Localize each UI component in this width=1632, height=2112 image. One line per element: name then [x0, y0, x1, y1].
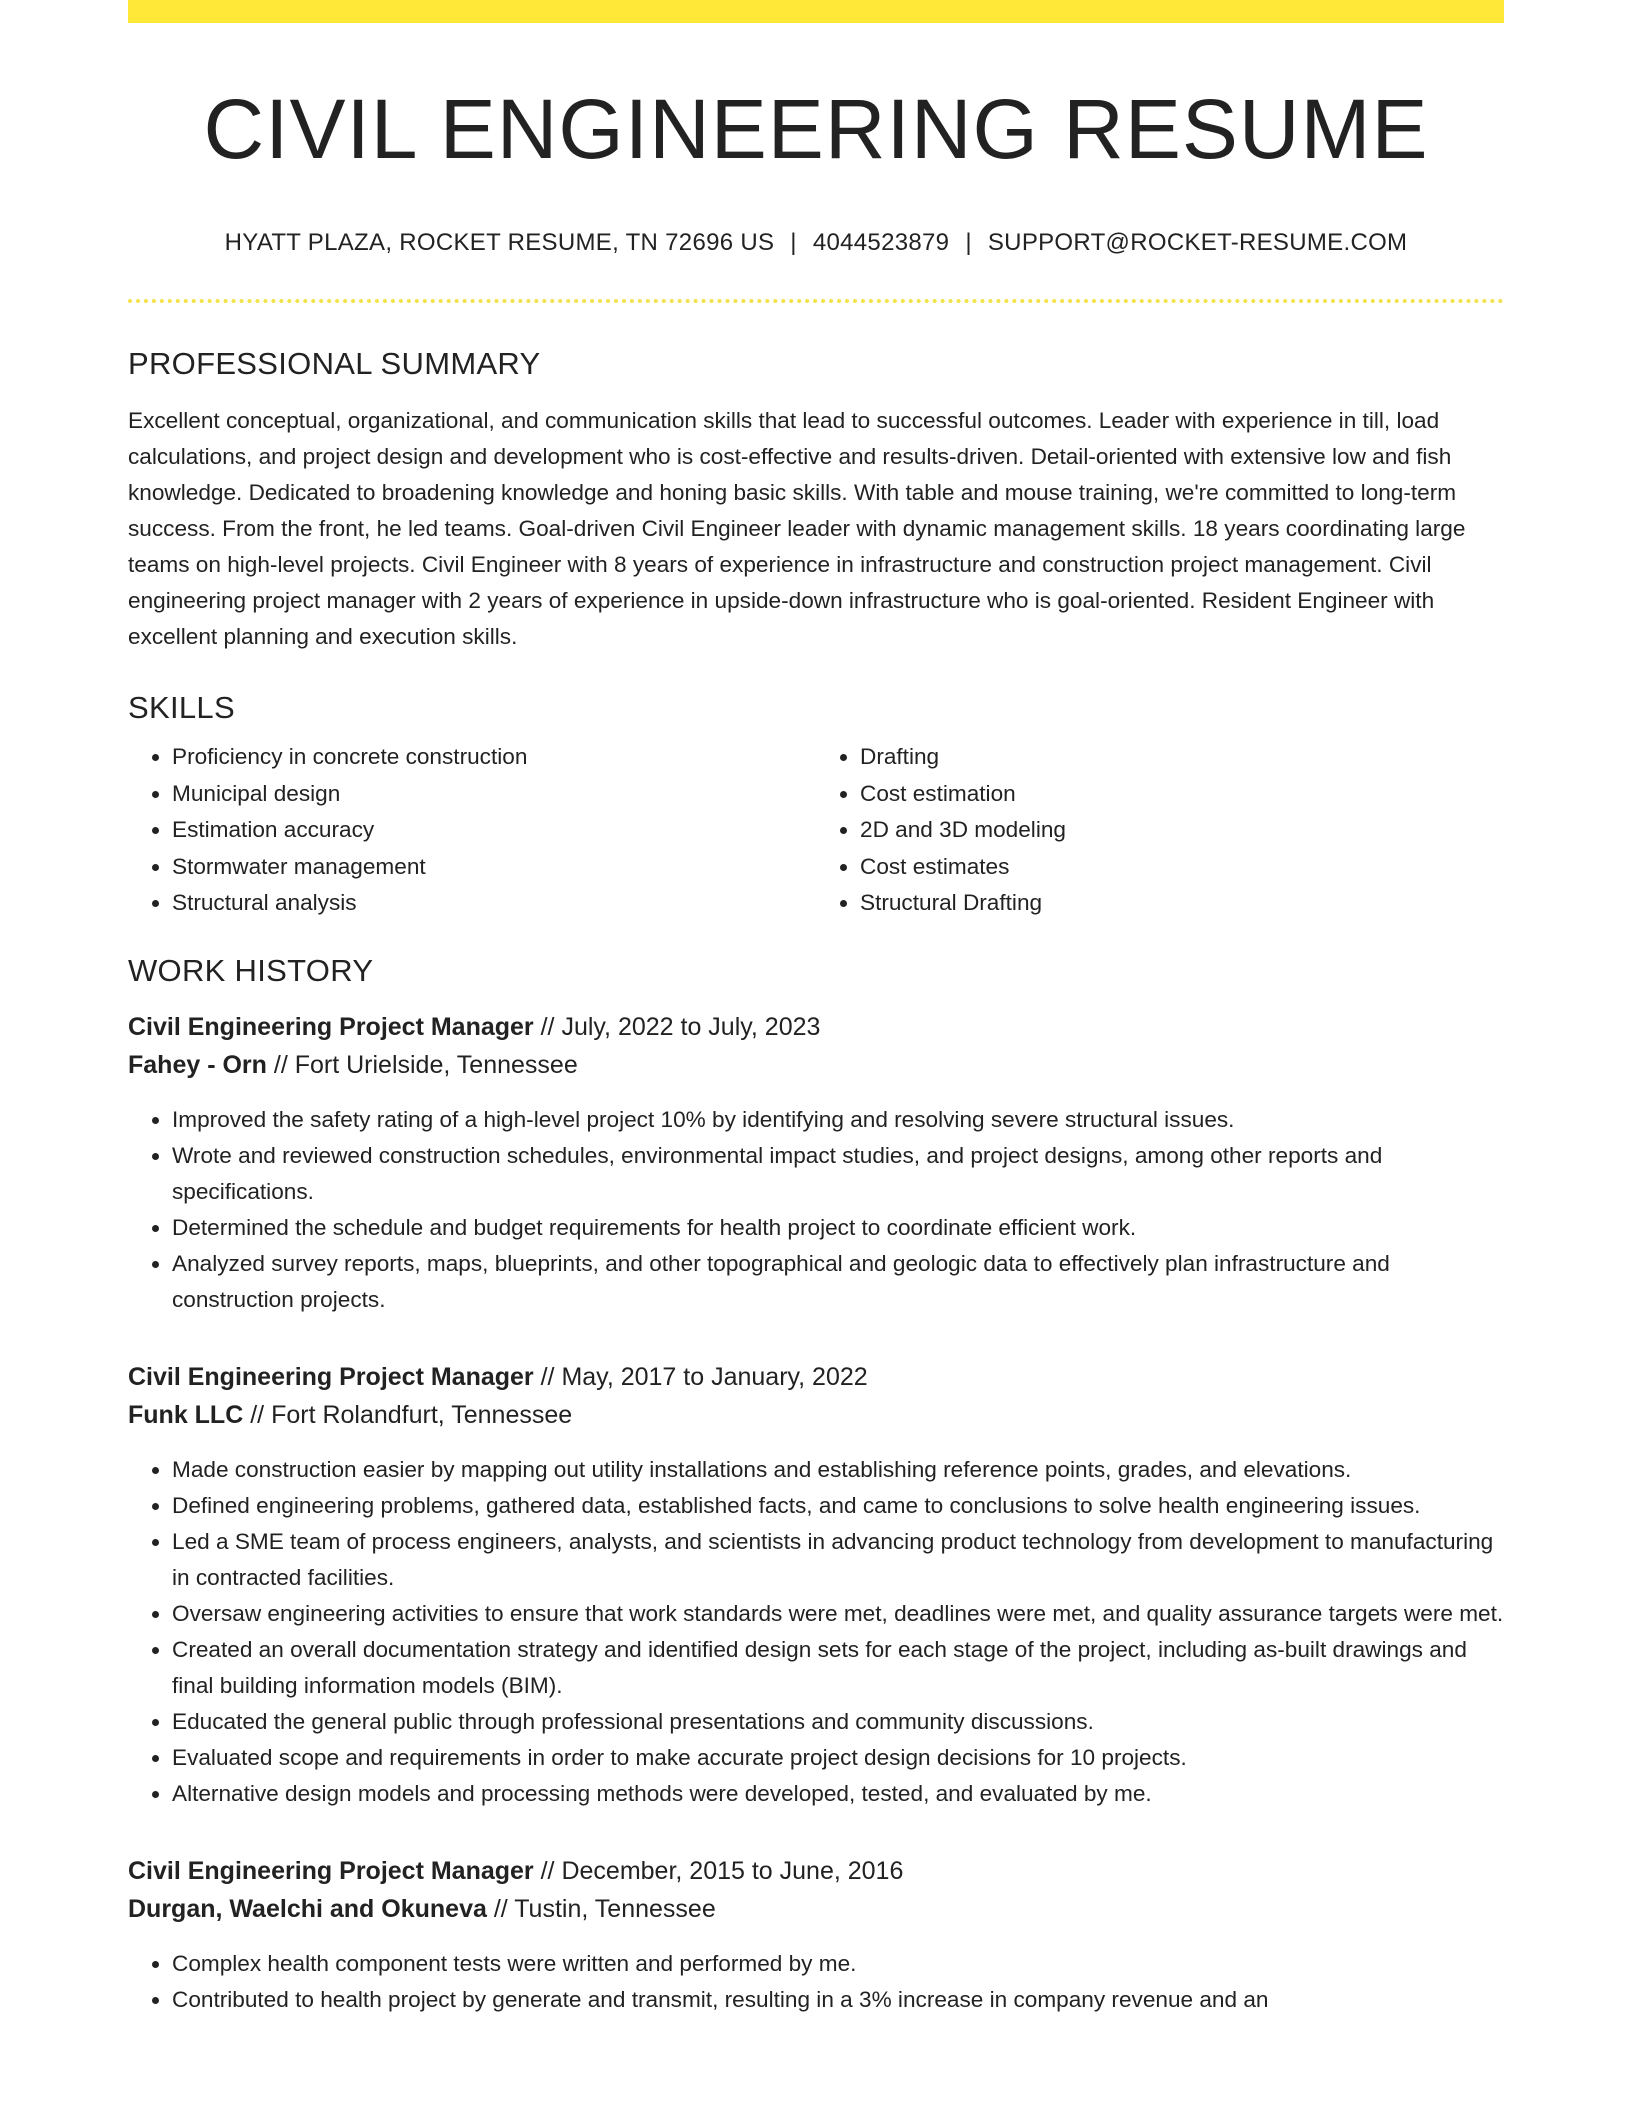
job-bullet: • Evaluated scope and requirements in order to make accurate project design decisions for 10 projects.	[172, 1740, 1504, 1776]
job-separator: //	[533, 1362, 562, 1391]
job-separator: //	[243, 1400, 272, 1429]
job-bullet: • Oversaw engineering activities to ensure that work standards were met, deadlines were met, and quality assurance targets were met.	[172, 1596, 1504, 1632]
skills-list	[128, 739, 1504, 922]
job-bullets	[128, 1102, 1504, 1318]
skill-item: • Proficiency in concrete construction	[172, 739, 816, 776]
resume-page	[128, 0, 1504, 2018]
skills-column-right	[816, 739, 1504, 922]
skill-item: • Structural Drafting	[860, 885, 1504, 922]
job-title-line	[128, 1008, 1504, 1046]
job-bullet: • Contributed to health project by generate and transmit, resulting in a 3% increase in company revenue and an	[172, 1982, 1504, 2018]
job-bullet: • Determined the schedule and budget requirements for health project to coordinate efficient work.	[172, 1210, 1504, 1246]
job-location: Tustin, Tennessee	[514, 1894, 716, 1923]
skill-item: • Municipal design	[172, 776, 816, 813]
job-company-line	[128, 1890, 1504, 1928]
job-company-line	[128, 1396, 1504, 1434]
job-bullet: • Complex health component tests were written and performed by me.	[172, 1946, 1504, 1982]
skill-item: • Cost estimates	[860, 849, 1504, 886]
job-bullets	[128, 1452, 1504, 1812]
skill-item: • 2D and 3D modeling	[860, 812, 1504, 849]
job-title-line	[128, 1358, 1504, 1396]
job-bullets	[128, 1946, 1504, 2018]
job-bullet: • Alternative design models and processing methods were developed, tested, and evaluated by me.	[172, 1776, 1504, 1812]
skill-item: • Stormwater management	[172, 849, 816, 886]
job-bullet: • Defined engineering problems, gathered data, established facts, and came to conclusions to solve health engineering issues.	[172, 1488, 1504, 1524]
job-separator: //	[486, 1894, 515, 1923]
job-bullet: • Led a SME team of process engineers, analysts, and scientists in advancing product technology from development to manufacturing in contracted facilities.	[172, 1524, 1504, 1596]
job-entry	[128, 1008, 1504, 1318]
skills-heading: SKILLS	[128, 690, 235, 726]
job-separator: //	[266, 1050, 295, 1079]
job-entry	[128, 1358, 1504, 1812]
skill-item: • Drafting	[860, 739, 1504, 776]
job-bullet: • Educated the general public through professional presentations and community discussions.	[172, 1704, 1504, 1740]
job-company: Fahey - Orn	[128, 1050, 267, 1079]
skill-item: • Cost estimation	[860, 776, 1504, 813]
job-separator: //	[533, 1012, 562, 1041]
skill-item: • Structural analysis	[172, 885, 816, 922]
contact-separator: |	[790, 229, 797, 257]
job-company: Durgan, Waelchi and Okuneva	[128, 1894, 487, 1923]
work-history-heading: WORK HISTORY	[128, 952, 374, 988]
job-bullet: • Analyzed survey reports, maps, blueprints, and other topographical and geologic data to effectively plan infrastructure and construction projects.	[172, 1246, 1504, 1318]
job-dates: July, 2022 to July, 2023	[561, 1012, 821, 1041]
job-location: Fort Urielside, Tennessee	[294, 1050, 578, 1079]
job-title: Civil Engineering Project Manager	[128, 1362, 534, 1391]
job-company: Funk LLC	[128, 1400, 244, 1429]
dotted-divider	[128, 299, 1504, 303]
job-entry	[128, 1852, 1504, 2018]
job-separator: //	[533, 1856, 562, 1885]
resume-title: CIVIL ENGINEERING RESUME	[203, 82, 1429, 176]
job-location: Fort Rolandfurt, Tennessee	[271, 1400, 573, 1429]
job-bullet: • Improved the safety rating of a high-level project 10% by identifying and resolving severe structural issues.	[172, 1102, 1504, 1138]
job-dates: December, 2015 to June, 2016	[561, 1856, 904, 1885]
job-bullet: • Created an overall documentation strategy and identified design sets for each stage of the project, including as-built drawings and final building information models (BIM).	[172, 1632, 1504, 1704]
accent-bar	[128, 0, 1504, 23]
job-dates: May, 2017 to January, 2022	[561, 1362, 868, 1391]
job-bullet: • Made construction easier by mapping out utility installations and establishing reference points, grades, and elevations.	[172, 1452, 1504, 1488]
summary-text: Excellent conceptual, organizational, and communication skills that lead to successful outcomes. Leader with experience in till, load calculations, and project design and development who is cost-effective and results-driven. Detail-oriented with extensive low and fish knowledge. Dedicated to broadening knowledge and honing basic skills. With table and mouse training, we're committed to long-term success. From the front, he led teams. Goal-driven Civil Engineer leader with dynamic management skills. 18 years coordinating large teams on high-level projects. Civil Engineer with 8 years of experience in infrastructure and construction project management. Civil engineering project manager with 2 years of experience in upside-down infrastructure who is goal-oriented. Resident Engineer with excellent planning and execution skills.	[128, 408, 1466, 650]
summary-heading: PROFESSIONAL SUMMARY	[128, 345, 541, 381]
contact-address: HYATT PLAZA, ROCKET RESUME, TN 72696 US	[224, 229, 775, 257]
skills-column-left	[128, 739, 816, 922]
job-title: Civil Engineering Project Manager	[128, 1856, 534, 1885]
contact-separator: |	[965, 229, 972, 257]
job-company-line	[128, 1046, 1504, 1084]
job-title-line	[128, 1852, 1504, 1890]
job-bullet: • Wrote and reviewed construction schedules, environmental impact studies, and project designs, among other reports and specifications.	[172, 1138, 1504, 1210]
job-title: Civil Engineering Project Manager	[128, 1012, 534, 1041]
skill-item: • Estimation accuracy	[172, 812, 816, 849]
contact-line	[128, 229, 1504, 258]
contact-email: SUPPORT@ROCKET-RESUME.COM	[987, 229, 1408, 257]
contact-phone: 4044523879	[812, 229, 950, 257]
